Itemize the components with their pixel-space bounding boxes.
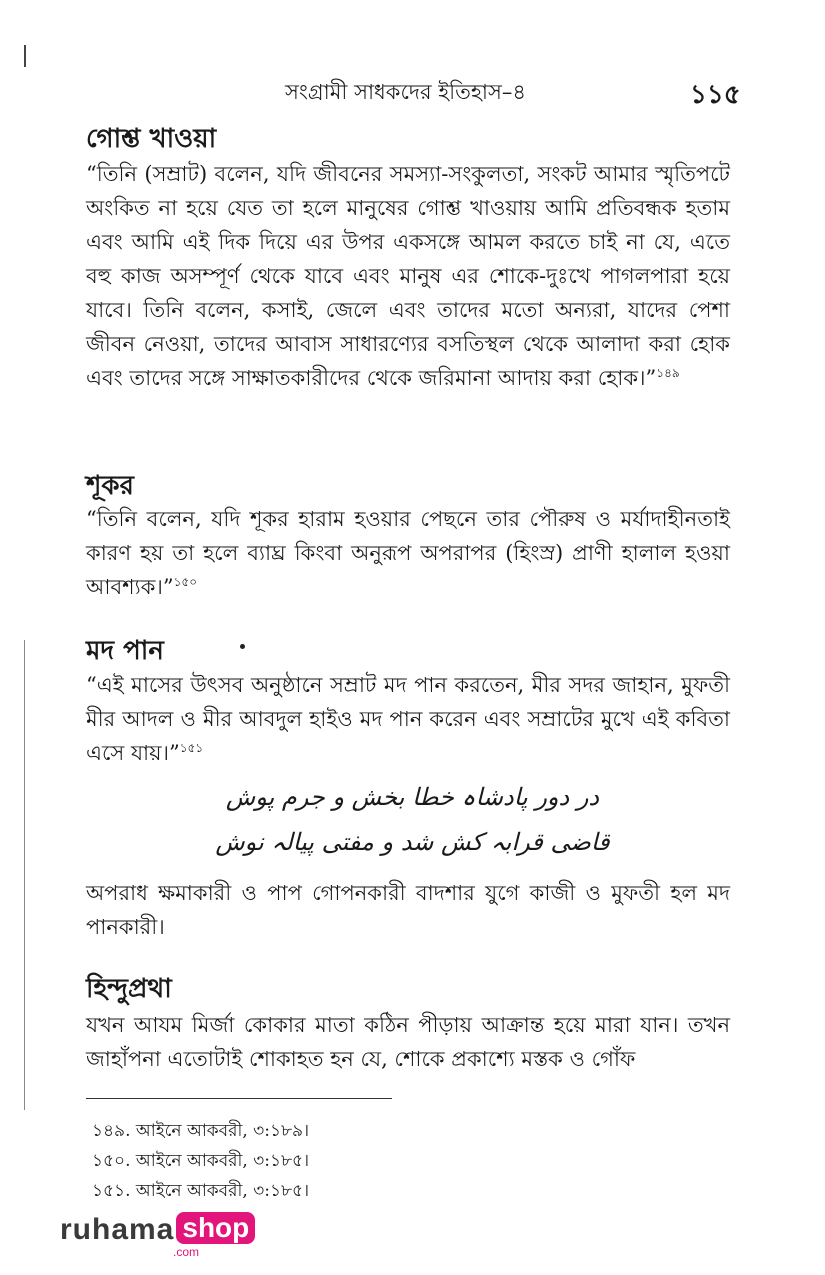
logo-text-ruhama: ruhama — [60, 1213, 175, 1246]
section-body-wine — [86, 668, 730, 770]
footnote-divider — [86, 1098, 392, 1099]
section-text: “তিনি (সম্রাট) বলেন, যদি জীবনের সমস্যা-সংকুলতা, সংকট আমার স্মৃতিপটে অংকিত না হয়ে যেত তা হলে মানুষের গোশ্ত খাওয়ায় আমি প্রতিবন্ধক হতাম এবং আমি এই দিক দিয়ে এর উপর একসঙ্গে আমল করতে চাই না যে, এতে বহু কাজ অসম্পূর্ণ থেকে যাবে এবং মানুষ এর শোকে-দুঃখে পাগলপারা হয়ে যাবে। তিনি বলেন, কসাই, জেলে এবং তাদের মতো অন্যরা, যাদের পেশা জীবন নেওয়া, তাদের আবাস সাধারণ্যের বসতিস্থল থেকে আলাদা করা হোক এবং তাদের সঙ্গে সাক্ষাতকারীদের থেকে জরিমানা আদায় করা হোক।” — [86, 162, 730, 390]
scan-edge-mark — [24, 45, 26, 67]
footnote-ref: ১৫০ — [173, 575, 198, 589]
logo-text-com: .com — [173, 1245, 200, 1259]
footnote: ১৫১. আইনে আকবরী, ৩:১৮৫। — [92, 1181, 310, 1201]
watermark-logo — [60, 1212, 255, 1259]
poetry-line-1: در دور پادشاہ خطا بخش و جرم پوش — [225, 783, 600, 811]
stray-dot — [240, 644, 245, 649]
poetry-line-2: قاضی قرابہ کش شد و مفتی پیالہ نوش — [215, 828, 610, 856]
section-heading-meat: গোশ্ত খাওয়া — [86, 124, 217, 154]
footnote: ১৪৯. আইনে আকবরী, ৩:১৮৯। — [92, 1121, 310, 1141]
section-body-meat — [86, 157, 730, 395]
section-heading-hindu-custom: হিন্দুপ্রথা — [86, 974, 172, 1004]
footnote-ref: ১৫১ — [179, 741, 204, 755]
footnote: ১৫০. আইনে আকবরী, ৩:১৮৫। — [92, 1151, 310, 1171]
section-text: “তিনি বলেন, যদি শূকর হারাম হওয়ার পেছনে তার পৌরুষ ও মর্যাদাহীনতাই কারণ হয় তা হলে ব্যাঘ্র কিংবা অনুরূপ অপরাপর (হিংস্র) প্রাণী হালাল হওয়া আবশ্যক।” — [86, 507, 730, 599]
page-number: ১১৫ — [690, 80, 741, 110]
poetry-translation: অপরাধ ক্ষমাকারী ও পাপ গোপনকারী বাদশার যুগে কাজী ও মুফতী হল মদ পানকারী। — [86, 881, 730, 939]
logo-text-shop: shop — [176, 1212, 255, 1244]
page-header — [0, 76, 825, 110]
section-heading-wine: মদ পান — [86, 636, 164, 666]
section-body-pork — [86, 502, 730, 604]
section-heading-pork: শূকর — [86, 471, 134, 501]
section-text: “এই মাসের উৎসব অনুষ্ঠানে সম্রাট মদ পান করতেন, মীর সদর জাহান, মুফতী মীর আদল ও মীর আবদুল হাইও মদ পান করেন এবং সম্রাটের মুখে এই কবিতা এসে যায়।” — [86, 673, 730, 765]
section-body-hindu-custom: যখন আযম মির্জা কোকার মাতা কঠিন পীড়ায় আক্রান্ত হয়ে মারা যান। তখন জাহাঁপনা এতোটাই শোকাহত হন যে, শোকে প্রকাশ্যে মস্তক ও গোঁফ — [86, 1013, 730, 1071]
scan-edge-line — [24, 640, 25, 1110]
running-title: সংগ্রামী সাধকদের ইতিহাস–৪ — [285, 80, 527, 104]
footnote-ref: ১৪৯ — [656, 366, 680, 380]
